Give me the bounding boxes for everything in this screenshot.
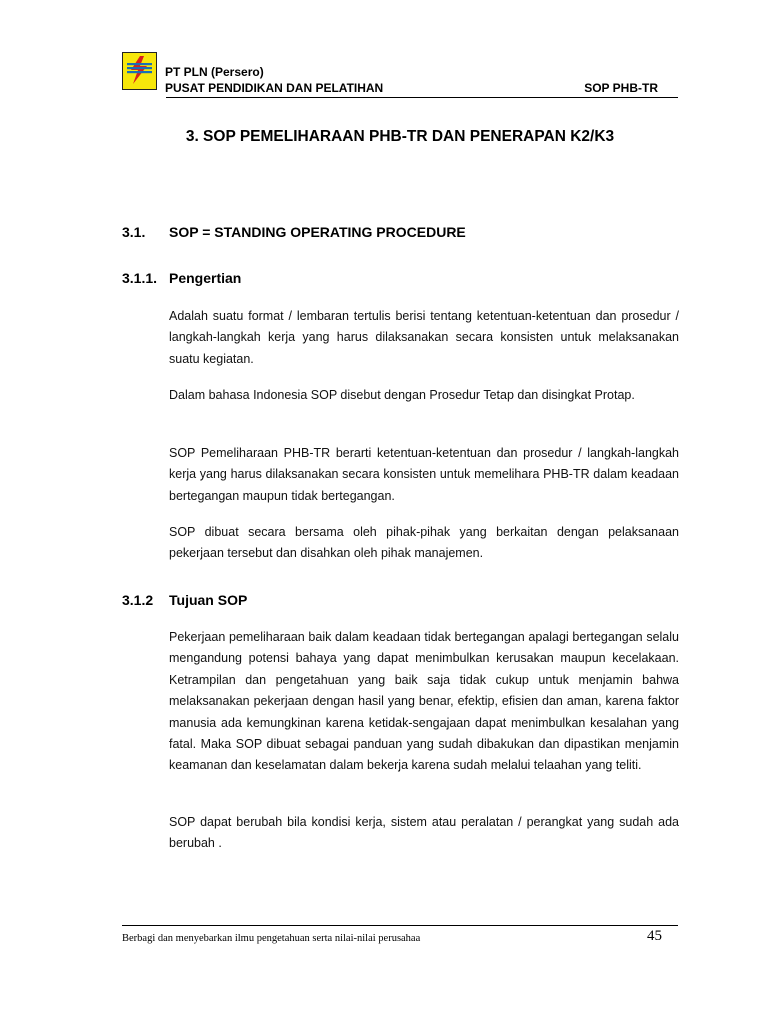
paragraph: Dalam bahasa Indonesia SOP disebut dengan Prosedur Tetap dan disingkat Protap. xyxy=(169,388,635,402)
chapter-title: 3. SOP PEMELIHARAAN PHB-TR DAN PENERAPAN K2/K3 xyxy=(185,128,615,145)
page-header xyxy=(122,52,678,98)
division-name: PUSAT PENDIDIKAN DAN PELATIHAN xyxy=(165,81,384,95)
section-number: 3.1. xyxy=(122,224,146,240)
subsection-number: 3.1.2 xyxy=(122,592,154,608)
section-title: SOP = STANDING OPERATING PROCEDURE xyxy=(169,224,466,240)
page-number: 45 xyxy=(647,928,662,944)
subsection-number: 3.1.1. xyxy=(122,270,158,286)
subsection-title: Pengertian xyxy=(169,270,242,286)
paragraph: SOP dapat berubah bila kondisi kerja, sistem atau peralatan / perangkat yang sudah ada berubah . xyxy=(169,815,679,851)
paragraph: SOP Pemeliharaan PHB-TR berarti ketentuan-ketentuan dan prosedur / langkah-langkah kerja yang harus dilaksanakan secara konsisten untuk memelihara PHB-TR dalam keadaan bertegangan maupun tidak bertegangan. xyxy=(169,446,679,503)
paragraph: Adalah suatu format / lembaran tertulis berisi tentang ketentuan-ketentuan dan prosedur / langkah-langkah kerja yang harus dilaksanakan secara konsisten untuk melaksanakan suatu kegiatan. xyxy=(169,309,679,366)
subsection-title: Tujuan SOP xyxy=(169,592,248,608)
footer-tagline: Berbagi dan menyebarkan ilmu pengetahuan serta nilai-nilai perusahaa xyxy=(122,933,421,944)
document-id: SOP PHB-TR xyxy=(584,81,658,95)
paragraph: Pekerjaan pemeliharaan baik dalam keadaan tidak bertegangan apalagi bertegangan selalu mengandung potensi bahaya yang dapat menimbulkan kerusakan maupun kecelakaan. Ketrampilan dan pengetahuan yang baik saja tidak cukup untuk menjamin bahwa melaksanakan pekerjaan dengan hasil yang benar, efektip, efisien dan aman, karena faktor manusia ada kemungkinan karena ketidak-sengajaan dapat menimbulkan kesalahan yang fatal. Maka SOP dibuat sebagai panduan yang sudah dibakukan dan dipastikan menjamin keamanan dan keselamatan dalam bekerja karena sudah melalui telaahan yang teliti. xyxy=(169,630,679,773)
pln-logo-icon xyxy=(122,52,157,90)
paragraph: SOP dibuat secara bersama oleh pihak-pihak yang berkaitan dengan pelaksanaan pekerjaan tersebut dan disahkan oleh pihak manajemen. xyxy=(169,525,679,561)
header-divider xyxy=(166,97,678,98)
company-name: PT PLN (Persero) xyxy=(165,65,264,79)
footer-divider xyxy=(122,925,678,926)
